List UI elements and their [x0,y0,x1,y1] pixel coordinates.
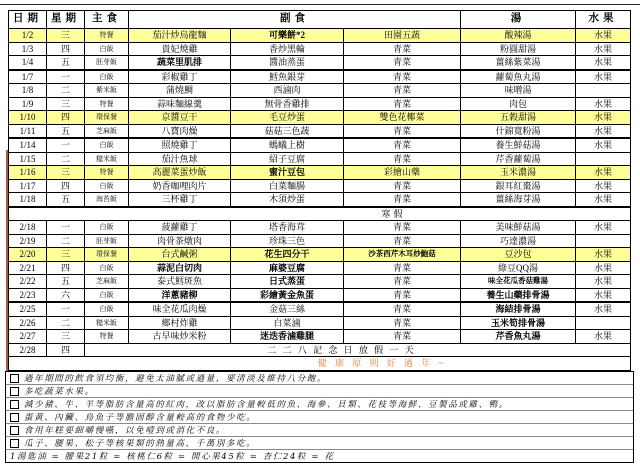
date-cell: 2/20 [9,248,47,262]
side-dish-cell: 醬油蒸蛋 [231,56,344,70]
staple-cell: 特餐 [85,97,129,111]
staple-cell: 白飯 [85,288,129,302]
side-dish-cell: 彩繪黃金魚蛋 [231,288,344,302]
side-dish-cell: 青菜 [344,56,461,70]
side-dish-cell: 青菜 [344,70,461,84]
menu-row [9,316,631,330]
side-dish-cell: 青菜 [344,124,461,138]
menu-row [9,124,631,138]
side-dish-cell: 菇菇三色蔬 [231,124,344,138]
soup-cell: 五穀甜湯 [461,111,576,125]
weekday-cell: 三 [47,248,85,262]
menu-row [9,275,631,289]
staple-cell: 特餐 [85,330,129,344]
fruit-cell: 水果 [576,70,631,84]
staple-cell: 特餐 [85,166,129,180]
side-dish-cell: 貴妃燒雞 [129,42,231,56]
side-dish-cell: 青菜 [344,234,461,248]
menu-row [9,70,631,84]
side-dish-cell: 肉骨茶燉肉 [129,234,231,248]
date-cell: 1/8 [9,84,47,98]
soup-cell: 肉包 [461,97,576,111]
side-dish-cell: 青菜 [344,288,461,302]
side-dish-cell: 白菜麵腸 [231,179,344,193]
side-dish-cell: 香炒黑輪 [231,42,344,56]
weekday-cell: 一 [47,302,85,316]
top-rule-divider [0,4,640,5]
weekday-cell: 四 [47,343,85,357]
side-dish-cell: 彩椒雞丁 [129,70,231,84]
weekday-cell: 二 [47,316,85,330]
date-cell: 2/26 [9,316,47,330]
fruit-cell [576,234,631,248]
staple-cell: 環保餐 [85,248,129,262]
side-dish-cell: 八寶肉燥 [129,124,231,138]
side-dish-cell: 木須炒蛋 [231,193,344,207]
side-dish-cell: 青菜 [344,138,461,152]
staple-cell: 紫米飯 [85,84,129,98]
side-dish-cell: 高麗菜蛋炒飯 [129,166,231,180]
date-cell: 2/22 [9,275,47,289]
side-dish-cell: 青菜 [344,316,461,330]
staple-cell: 芝麻飯 [85,124,129,138]
side-dish-cell: 雙色花椰菜 [344,111,461,125]
staple-cell: 海苔飯 [85,193,129,207]
side-dish-cell: 西滷肉 [231,84,344,98]
menu-row [9,152,631,166]
fruit-cell: 水果 [576,302,631,316]
date-cell: 1/18 [9,193,47,207]
date-cell: 2/21 [9,261,47,275]
date-cell: 2/19 [9,234,47,248]
weekday-cell: 四 [47,261,85,275]
staple-cell: 白飯 [85,221,129,235]
checkbox-icon [10,413,19,422]
vacation-separator-row [9,207,631,221]
side-dish-cell: 毛豆炒蛋 [231,111,344,125]
column-header: 湯 [461,11,576,29]
column-header: 副食 [129,11,461,29]
staple-cell: 胚芽飯 [85,234,129,248]
soup-cell: 養生山藥排骨湯 [461,288,576,302]
soup-cell: 味噌湯 [461,84,576,98]
staple-cell: 特餐 [85,29,129,43]
note-text: 蛋黃、內臟、烏魚子等膽固醇含量較高的食物少吃。 [24,413,257,423]
fruit-cell: 水果 [576,221,631,235]
column-header: 水果 [576,11,631,29]
fruit-cell: 水果 [576,288,631,302]
staple-cell: 芝麻飯 [85,275,129,289]
date-cell: 1/14 [9,138,47,152]
menu-row [9,179,631,193]
footer-message-row [9,357,631,371]
soup-cell: 養生鮮菇湯 [461,138,576,152]
fruit-cell [576,316,631,330]
fruit-cell: 水果 [576,261,631,275]
side-dish-cell: 青菜 [344,275,461,289]
soup-cell: 味全花瓜香菇雞湯 [461,275,576,289]
date-cell: 2/25 [9,302,47,316]
column-header: 星期 [47,11,85,29]
weekday-cell: 三 [47,330,85,344]
soup-cell: 薑絲紫菜湯 [461,56,576,70]
date-cell: 1/16 [9,166,47,180]
side-dish-cell: 菠蘿雞丁 [129,221,231,235]
fruit-cell: 水果 [576,56,631,70]
side-dish-cell: 青菜 [344,42,461,56]
side-dish-cell: 蒜泥白切肉 [129,261,231,275]
menu-table-body [9,29,631,371]
soup-cell: 玉米濃湯 [461,166,576,180]
column-header: 日期 [9,11,47,29]
note-text: 1湯匙油 = 腰果21粒 = 核桃仁6粒 = 開心果45粒 = 杏仁24粒 = 花 [10,452,335,462]
weekday-cell: 三 [47,29,85,43]
note-item [6,437,633,450]
menu-row [9,261,631,275]
staple-cell: 白飯 [85,261,129,275]
side-dish-cell: 青菜 [344,179,461,193]
holiday-label: 二 二 八 記 念 日 放 假 一 天 [85,343,631,357]
menu-row [9,302,631,316]
holiday-row [9,343,631,357]
weekday-cell: 一 [47,70,85,84]
staple-cell: 白飯 [85,302,129,316]
side-dish-cell: 日式蒸蛋 [231,275,344,289]
weekday-cell: 一 [47,221,85,235]
side-dish-cell: 味全花瓜肉燥 [129,302,231,316]
side-dish-cell: 青菜 [344,221,461,235]
side-dish-cell: 迷迭香滷雞腿 [231,330,344,344]
note-text: 減少豬、牛、羊等脂肪含量高的紅肉，改以脂肪含量較低的魚、海參、貝類、花枝等海鮮、豆製品或雞、鴨。 [24,400,509,410]
menu-row [9,248,631,262]
fruit-cell [576,152,631,166]
note-item [6,411,633,424]
soup-cell: 銀耳紅棗湯 [461,179,576,193]
menu-table-header [9,11,631,29]
weekday-cell: 三 [47,97,85,111]
soup-cell: 什錦寬粉湯 [461,124,576,138]
soup-cell: 芹香魚丸湯 [461,330,576,344]
weekday-cell: 二 [47,234,85,248]
header-row [9,11,631,29]
note-item [6,385,633,398]
soup-cell: 蘿蔔魚丸湯 [461,70,576,84]
date-cell: 2/28 [9,343,47,357]
soup-cell: 美味鮮菇湯 [461,221,576,235]
checkbox-icon [10,400,19,409]
menu-row [9,84,631,98]
side-dish-cell: 沙茶西芹木耳炒鮑菇 [344,248,461,262]
menu-row [9,29,631,43]
weekday-cell: 二 [47,84,85,98]
side-dish-cell: 青菜 [344,97,461,111]
weekday-cell: 二 [47,152,85,166]
date-cell: 1/15 [9,152,47,166]
date-cell: 1/2 [9,29,47,43]
menu-row [9,166,631,180]
menu-row [9,111,631,125]
side-dish-cell: 古早味炒米粉 [129,330,231,344]
menu-row [9,234,631,248]
column-header: 主食 [85,11,129,29]
fruit-cell: 水果 [576,193,631,207]
menu-row [9,42,631,56]
side-dish-cell: 青菜 [344,152,461,166]
note-item [6,450,633,462]
soup-cell: 酸辣湯 [461,29,576,43]
menu-row [9,138,631,152]
weekday-cell: 四 [47,111,85,125]
menu-table [8,10,631,371]
fruit-cell: 水果 [576,275,631,289]
fruit-cell: 水果 [576,248,631,262]
weekday-cell: 三 [47,166,85,180]
side-dish-cell: 三杯雞丁 [129,193,231,207]
side-dish-cell: 紹子豆腐 [231,152,344,166]
checkbox-icon [10,374,19,383]
checkbox-icon [10,387,19,396]
staple-cell: 糙米飯 [85,316,129,330]
soup-cell: 巧達濃湯 [461,234,576,248]
note-text: 食用年糕要細嚼慢嚥，以免噎到或消化不良。 [24,426,227,436]
side-dish-cell: 蒜味麵線羹 [129,97,231,111]
staple-cell: 胚芽飯 [85,56,129,70]
date-cell: 1/17 [9,179,47,193]
side-dish-cell: 茄汁魚球 [129,152,231,166]
weekday-cell: 四 [47,42,85,56]
date-cell: 1/4 [9,56,47,70]
side-dish-cell: 照燒雞丁 [129,138,231,152]
side-dish-cell: 白菜滷 [231,316,344,330]
note-text: 多吃蔬菜水果。 [24,387,95,397]
fruit-cell [576,84,631,98]
date-cell: 2/27 [9,330,47,344]
staple-cell: 白飯 [85,179,129,193]
note-item [6,372,633,385]
side-dish-cell: 無骨香雞排 [231,97,344,111]
note-item [6,398,633,411]
side-dish-cell: 青菜 [344,330,461,344]
weekday-cell: 四 [47,179,85,193]
fruit-cell: 水果 [576,138,631,152]
note-text: 過年期間的飲食須均衡，避免太油膩或過量，要清淡及維持八分飽。 [24,374,328,384]
staple-cell: 環保餐 [85,111,129,125]
checkbox-icon [10,439,19,448]
fruit-cell: 水果 [576,97,631,111]
staple-cell: 白飯 [85,42,129,56]
date-cell: 2/18 [9,221,47,235]
side-dish-cell: 青菜 [344,193,461,207]
side-dish-cell: 花生四分干 [231,248,344,262]
date-cell: 1/9 [9,97,47,111]
staple-cell: 糙米飯 [85,152,129,166]
side-dish-cell: 蔬菜里肌排 [129,56,231,70]
staple-cell: 白飯 [85,70,129,84]
menu-row [9,193,631,207]
side-dish-cell: 京醬豆干 [129,111,231,125]
vacation-label: 寒假 [9,207,631,221]
side-dish-cell: 螞蟻上樹 [231,138,344,152]
side-dish-cell: 台式鹹粥 [129,248,231,262]
side-dish-cell: 青菜 [344,261,461,275]
side-dish-cell: 彩繪山藥 [344,166,461,180]
side-dish-cell: 青菜 [344,84,461,98]
soup-cell: 玉米筍排骨湯 [461,316,576,330]
menu-row [9,221,631,235]
fruit-cell: 水果 [576,42,631,56]
side-dish-cell: 洋蔥豬柳 [129,288,231,302]
side-dish-cell: 蜜汁豆包 [231,166,344,180]
note-text: 瓜子、腰果、松子等核果類的熱量高，千萬別多吃。 [24,439,257,449]
fruit-cell: 水果 [576,330,631,344]
side-dish-cell: 鱈魚銀芽 [231,70,344,84]
fruit-cell: 水果 [576,179,631,193]
health-message-label: 健 康 原 則 好 過 年 ~ [317,358,447,369]
fruit-cell: 水果 [576,111,631,125]
soup-cell: 芹香蘿蔔湯 [461,152,576,166]
soup-cell: 海結排骨湯 [461,302,576,316]
side-dish-cell: 金菇三絲 [231,302,344,316]
date-cell: 1/10 [9,111,47,125]
side-dish-cell: 珍珠三色 [231,234,344,248]
weekday-cell: 五 [47,193,85,207]
staple-cell: 白飯 [85,138,129,152]
checkbox-icon [10,426,19,435]
side-dish-cell: 泰式鱈斑魚 [129,275,231,289]
menu-row [9,97,631,111]
weekday-cell: 五 [47,124,85,138]
side-dish-cell: 可樂餅*2 [231,29,344,43]
side-dish-cell: 蒲燒鯛 [129,84,231,98]
soup-cell: 粉圓甜湯 [461,42,576,56]
soup-cell: 豆沙包 [461,248,576,262]
weekday-cell: 六 [47,288,85,302]
date-cell: 1/3 [9,42,47,56]
date-cell: 1/7 [9,70,47,84]
weekday-cell: 一 [47,138,85,152]
side-dish-cell: 田園五蔬 [344,29,461,43]
menu-row [9,330,631,344]
notes-box [5,371,634,463]
soup-cell: 綠豆QQ湯 [461,261,576,275]
fruit-cell: 水果 [576,29,631,43]
date-cell: 1/11 [9,124,47,138]
side-dish-cell: 茄汁炒烏龍麵 [129,29,231,43]
soup-cell: 薑絲海芽湯 [461,193,576,207]
side-dish-cell: 奶香咖哩肉片 [129,179,231,193]
note-item [6,424,633,437]
side-dish-cell: 麻婆豆腐 [231,261,344,275]
weekday-cell: 五 [47,275,85,289]
side-dish-cell: 塔香海茸 [231,221,344,235]
fruit-cell: 水果 [576,166,631,180]
weekday-cell: 五 [47,56,85,70]
menu-row [9,288,631,302]
side-dish-cell: 青菜 [344,302,461,316]
date-cell: 2/23 [9,288,47,302]
menu-row [9,56,631,70]
fruit-cell: 水果 [576,124,631,138]
side-dish-cell: 鄉村炸雞 [129,316,231,330]
